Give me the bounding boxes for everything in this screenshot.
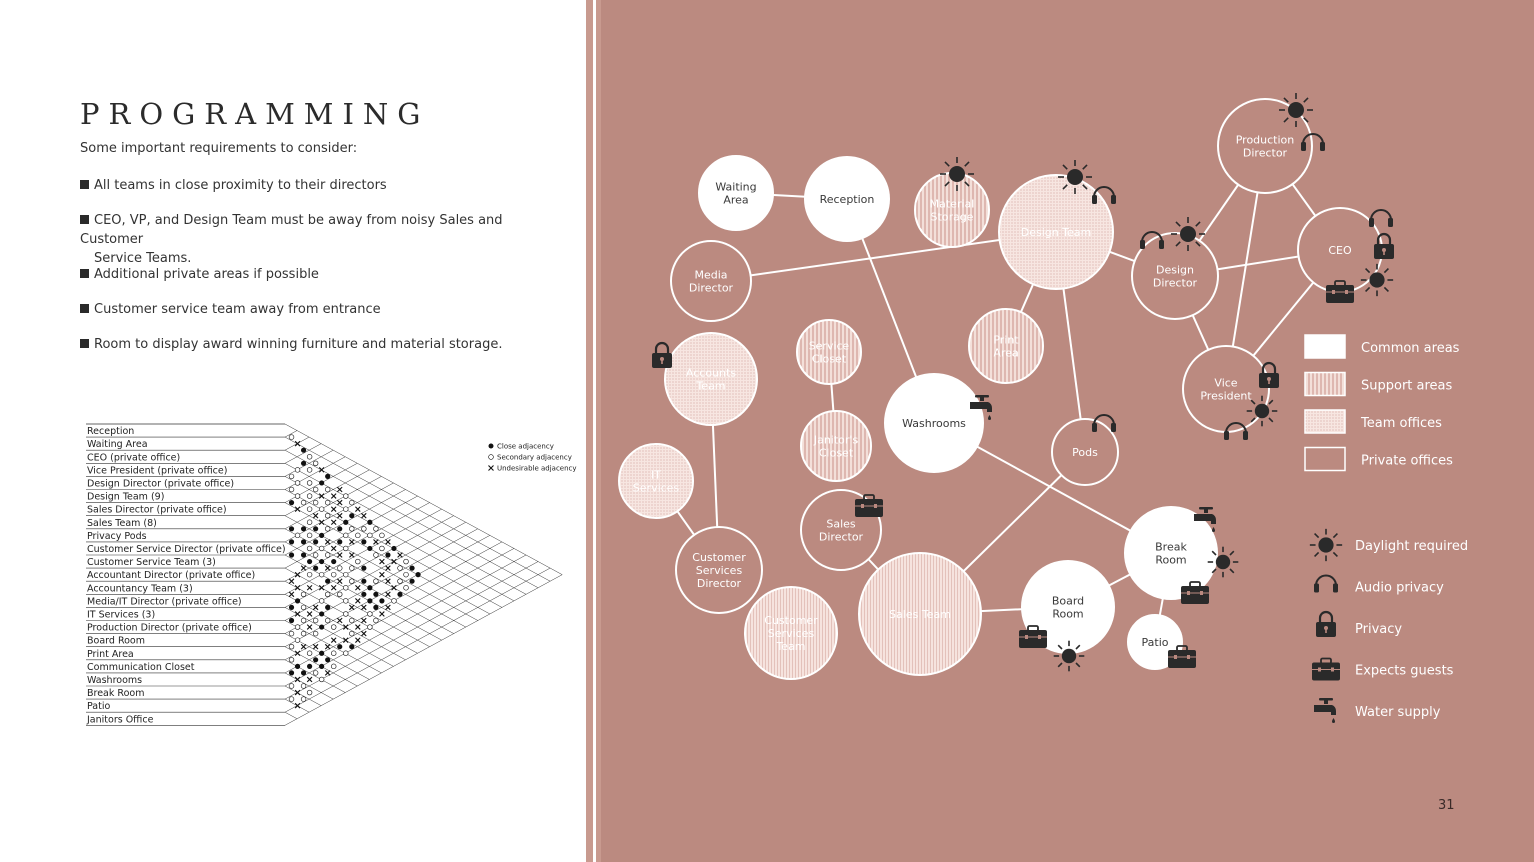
page-number: 31 [1438, 798, 1455, 813]
matrix-row-label: Vice President (private office) [87, 465, 228, 477]
requirement-item: Additional private areas if possible [80, 265, 540, 284]
node-label: Director [688, 281, 734, 295]
node-label: Services [695, 564, 743, 577]
requirement-item: CEO, VP, and Design Team must be away from noisy Sales and Customer Service Teams. [80, 213, 503, 266]
lock-icon [652, 343, 672, 368]
matrix-row-label: Janitors Office [87, 714, 154, 726]
node-washrooms [885, 374, 983, 472]
matrix-row-label: Customer Service Director (private office) [87, 544, 286, 555]
legend-label: Team offices [1361, 416, 1442, 431]
legend-swatch [1305, 448, 1345, 471]
sun-icon [940, 157, 974, 191]
node-label: Vice [1214, 376, 1238, 390]
node-label: IT [651, 468, 661, 482]
requirement-item: Room to display award winning furniture and material storage. [80, 335, 540, 354]
matrix-row-label: Communication Closet [87, 661, 195, 673]
matrix-row-label: Accountancy Team (3) [87, 583, 193, 595]
node-label: Room [1052, 607, 1084, 621]
node-label: Area [993, 346, 1019, 360]
matrix-row-label: Washrooms [87, 675, 143, 686]
sun-icon [1054, 641, 1085, 672]
node-label: CEO [1328, 244, 1352, 257]
node-janitor [801, 411, 871, 481]
node-label: Director [696, 577, 742, 590]
sun-icon [1361, 264, 1393, 296]
node-label: Service [808, 339, 850, 353]
node-cs-team [745, 587, 837, 679]
node-label: Print [993, 333, 1019, 347]
matrix-row-label: Privacy Pods [87, 530, 147, 542]
node-label: Design Team [1020, 226, 1092, 239]
node-label: Director [818, 530, 864, 544]
node-material [915, 173, 989, 247]
sun-icon [1247, 396, 1278, 427]
matrix-row-label: Patio [87, 701, 111, 713]
sun-icon [1310, 529, 1342, 561]
node-label: Break [1155, 540, 1187, 554]
matrix-row-label: Production Director (private office) [87, 622, 252, 634]
briefcase-icon [1312, 659, 1340, 681]
node-label: Closet [818, 446, 854, 460]
matrix-row-label: Board Room [87, 635, 145, 647]
legend-label: Private offices [1361, 453, 1453, 469]
sun-icon [1208, 547, 1239, 578]
node-label: Team [776, 640, 806, 653]
matrix-row-label: Design Team (9) [87, 491, 165, 503]
intro-text: Some important requirements to consider: [80, 141, 358, 156]
node-label: Material [929, 197, 975, 211]
node-label: Sales Team [889, 608, 951, 621]
matrix-row-label: Customer Service Team (3) [87, 557, 216, 569]
sun-icon [1279, 93, 1313, 127]
matrix-row-label: IT Services (3) [87, 609, 156, 621]
lock-icon [1316, 612, 1336, 637]
node-label: Waiting [715, 180, 757, 194]
node-pods [1052, 419, 1118, 485]
matrix-row-label: Sales Team (8) [87, 517, 157, 529]
node-label: Team [696, 379, 726, 393]
node-label: Services [632, 481, 680, 495]
matrix-legend-label: Secondary adjacency [497, 453, 572, 462]
node-label: Closet [811, 352, 847, 366]
node-accounts [665, 333, 757, 425]
matrix-row-label: Print Area [87, 648, 134, 660]
matrix-row-label: Reception [87, 426, 135, 438]
matrix-row-label: Break Room [87, 688, 145, 700]
node-label: Patio [1141, 636, 1169, 649]
node-label: Director [1242, 146, 1288, 160]
headphones-icon [1314, 576, 1338, 593]
legend-label: Support areas [1361, 378, 1453, 394]
node-label: President [1200, 389, 1252, 403]
legend-icon-label: Privacy [1355, 622, 1403, 637]
node-label: Customer [764, 614, 818, 627]
node-service-closet [797, 320, 861, 384]
node-label: Storage [930, 210, 974, 224]
legend-swatch [1305, 410, 1345, 433]
node-label: Sales [826, 517, 856, 531]
node-media [671, 241, 751, 321]
legend-icon-label: Expects guests [1355, 663, 1454, 679]
node-label: Media [694, 268, 728, 282]
legend-label: Common areas [1361, 341, 1460, 356]
node-sales-team [859, 553, 981, 675]
node-vp [1183, 346, 1269, 432]
legend-swatch [1305, 335, 1345, 358]
node-label: Reception [819, 193, 875, 206]
requirement-item: Customer service team away from entrance [80, 300, 540, 319]
matrix-legend-label: Undesirable adjacency [497, 464, 577, 473]
node-label: Board [1051, 594, 1085, 608]
node-label: Washrooms [902, 417, 966, 430]
node-label: Room [1155, 553, 1187, 567]
node-label: Services [767, 627, 815, 640]
node-label: Production [1235, 133, 1295, 147]
node-it [619, 444, 693, 518]
faucet-icon [1314, 698, 1336, 723]
node-cs-director [676, 527, 762, 613]
legend-icon-label: Water supply [1355, 705, 1441, 720]
node-label: Accounts [685, 366, 737, 380]
sun-icon [1171, 217, 1205, 251]
node-label: Area [723, 193, 749, 207]
matrix-row-label: Sales Director (private office) [87, 504, 227, 516]
matrix-row-label: Waiting Area [87, 439, 148, 451]
node-reception [805, 157, 889, 241]
node-label: Janitor's [813, 433, 859, 447]
headphones-icon [1369, 210, 1393, 227]
requirement-item: All teams in close proximity to their directors [80, 176, 540, 195]
matrix-row-label: Accountant Director (private office) [87, 570, 256, 582]
sun-icon [1058, 160, 1092, 194]
node-label: Pods [1072, 446, 1098, 459]
node-print [969, 309, 1043, 383]
matrix-row-label: Media/IT Director (private office) [87, 596, 242, 608]
matrix-legend-label: Close adjacency [497, 442, 554, 451]
matrix-row-label: CEO (private office) [87, 452, 181, 464]
legend-swatch [1305, 373, 1345, 396]
node-waiting [699, 156, 773, 230]
node-label: Customer [692, 551, 746, 564]
legend-icon-label: Daylight required [1355, 539, 1469, 554]
page-title: PROGRAMMING [80, 97, 430, 131]
matrix-row-label: Design Director (private office) [87, 478, 235, 490]
legend-icon-label: Audio privacy [1355, 580, 1444, 596]
node-label: Design [1156, 263, 1194, 277]
node-label: Director [1152, 276, 1198, 290]
